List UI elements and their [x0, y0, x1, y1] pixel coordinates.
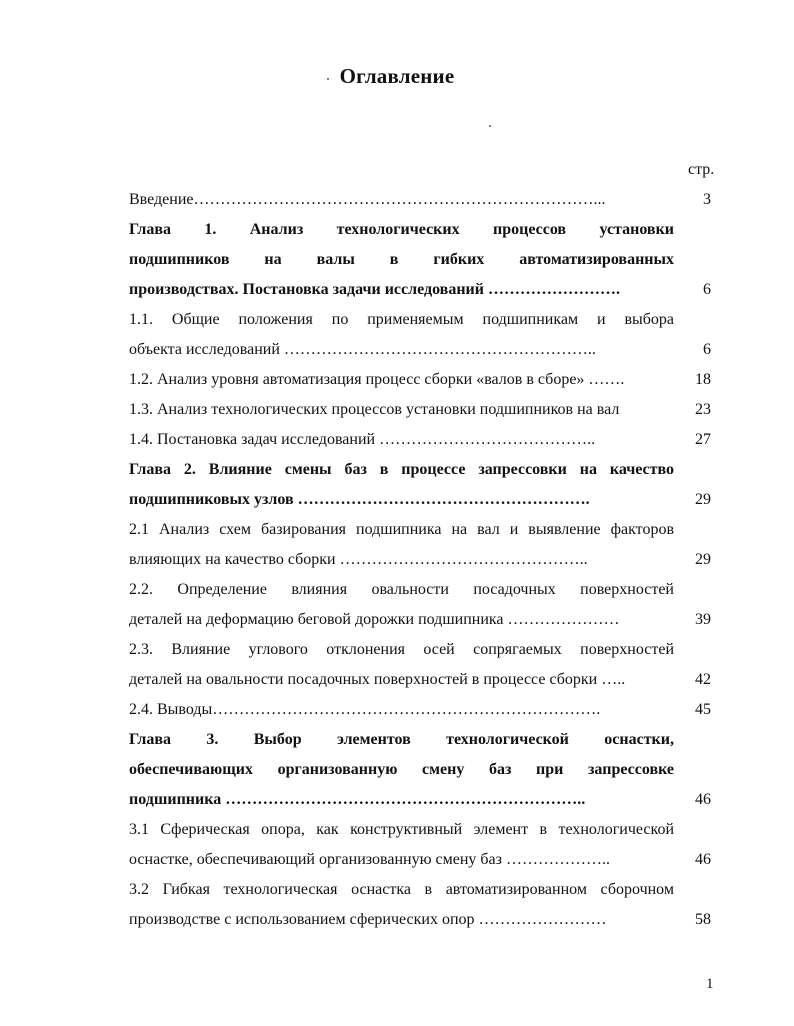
toc-entry-text: подшипников на валы в гибких автоматизированных: [129, 251, 674, 268]
toc-entry: [129, 695, 719, 725]
toc-entry-text: 2.1 Анализ схем базирования подшипника на вал и выявление факторов: [129, 521, 674, 538]
toc-page-number: 42: [695, 671, 711, 688]
toc-page-number: 46: [695, 851, 711, 868]
toc-entry-text: 3.2 Гибкая технологическая оснастка в автоматизированном сборочном: [129, 881, 674, 898]
toc-entry-text: 3.1 Сферическая опора, как конструктивный элемент в технологической: [129, 821, 674, 838]
toc-entry-text: 1.2. Анализ уровня автоматизация процесс сборки «валов в сборе» …….: [129, 371, 625, 388]
toc-entry: [129, 725, 719, 815]
toc-entry-text: Глава 2. Влияние смены баз в процессе запрессовки на качество: [129, 461, 674, 478]
toc-entry-text: Введение…………………………………………………………………...: [129, 191, 606, 208]
toc-entry-text: подшипника …………………………………………………………..: [129, 791, 586, 808]
page-column-label: стр.: [688, 161, 715, 178]
toc-entry-text: 1.4. Постановка задач исследований …………………………………..: [129, 431, 596, 448]
toc-entry: [129, 575, 719, 635]
scan-speck: [327, 78, 329, 80]
toc-page-number: 18: [695, 371, 711, 388]
toc-entry-text: 2.2. Определение влияния овальности посадочных поверхностей: [129, 581, 674, 598]
toc-entry: [129, 635, 719, 695]
toc-entry: [129, 455, 719, 515]
toc-page-number: 6: [703, 281, 711, 298]
toc-entry-text: объекта исследований …………………………………………………..: [129, 341, 596, 358]
toc-entry: [129, 185, 719, 215]
page-title: Оглавление: [339, 64, 455, 88]
footer-page-number: 1: [706, 976, 714, 992]
toc-entry: [129, 365, 719, 395]
toc-page-number: 6: [703, 341, 711, 358]
toc-entry-text: деталей на овальности посадочных поверхностей в процессе сборки …..: [129, 671, 626, 688]
toc-page-number: 27: [695, 431, 711, 448]
toc-page-number: 3: [703, 191, 711, 208]
toc-entry-text: Глава 1. Анализ технологических процессов установки: [129, 221, 674, 238]
toc-entry: [129, 515, 719, 575]
toc-page-number: 23: [695, 401, 711, 418]
scan-speck: [489, 125, 491, 127]
toc-entry: [129, 305, 719, 365]
toc-entry-text: оснастке, обеспечивающий организованную смену баз ………………..: [129, 851, 610, 868]
toc-entry-text: 1.3. Анализ технологических процессов установки подшипников на вал: [129, 401, 620, 418]
toc-entry-text: 2.4. Выводы……………………………………………………………….: [129, 701, 601, 718]
toc-entry-text: 2.3. Влияние углового отклонения осей сопрягаемых поверхностей: [129, 641, 674, 658]
toc-entry: [129, 395, 719, 425]
toc-entry-text: Глава 3. Выбор элементов технологической оснастки,: [129, 731, 674, 748]
toc-entry: [129, 425, 719, 455]
toc-page-number: 39: [695, 611, 711, 628]
toc-page-number: 58: [695, 911, 711, 928]
toc-entry-text: 1.1. Общие положения по применяемым подшипникам и выбора: [129, 311, 674, 328]
table-of-contents: [129, 185, 719, 935]
toc-page-number: 46: [695, 791, 711, 808]
toc-entry-text: влияющих на качество сборки ………………………………………..: [129, 551, 588, 568]
toc-page-number: 29: [695, 491, 711, 508]
toc-entry: [129, 875, 719, 935]
toc-entry-text: обеспечивающих организованную смену баз при запрессовке: [129, 761, 674, 778]
toc-entry: [129, 815, 719, 875]
toc-page-number: 29: [695, 551, 711, 568]
toc-entry-text: производствах. Постановка задачи исследований …………………….: [129, 281, 620, 298]
toc-entry-text: производстве с использованием сферических опор ……………………: [129, 911, 607, 928]
toc-entry-text: деталей на деформацию беговой дорожки подшипника …………………: [129, 611, 620, 628]
toc-page-number: 45: [695, 701, 711, 718]
toc-entry: [129, 215, 719, 305]
toc-entry-text: подшипниковых узлов ……………………………………………….: [129, 491, 590, 508]
